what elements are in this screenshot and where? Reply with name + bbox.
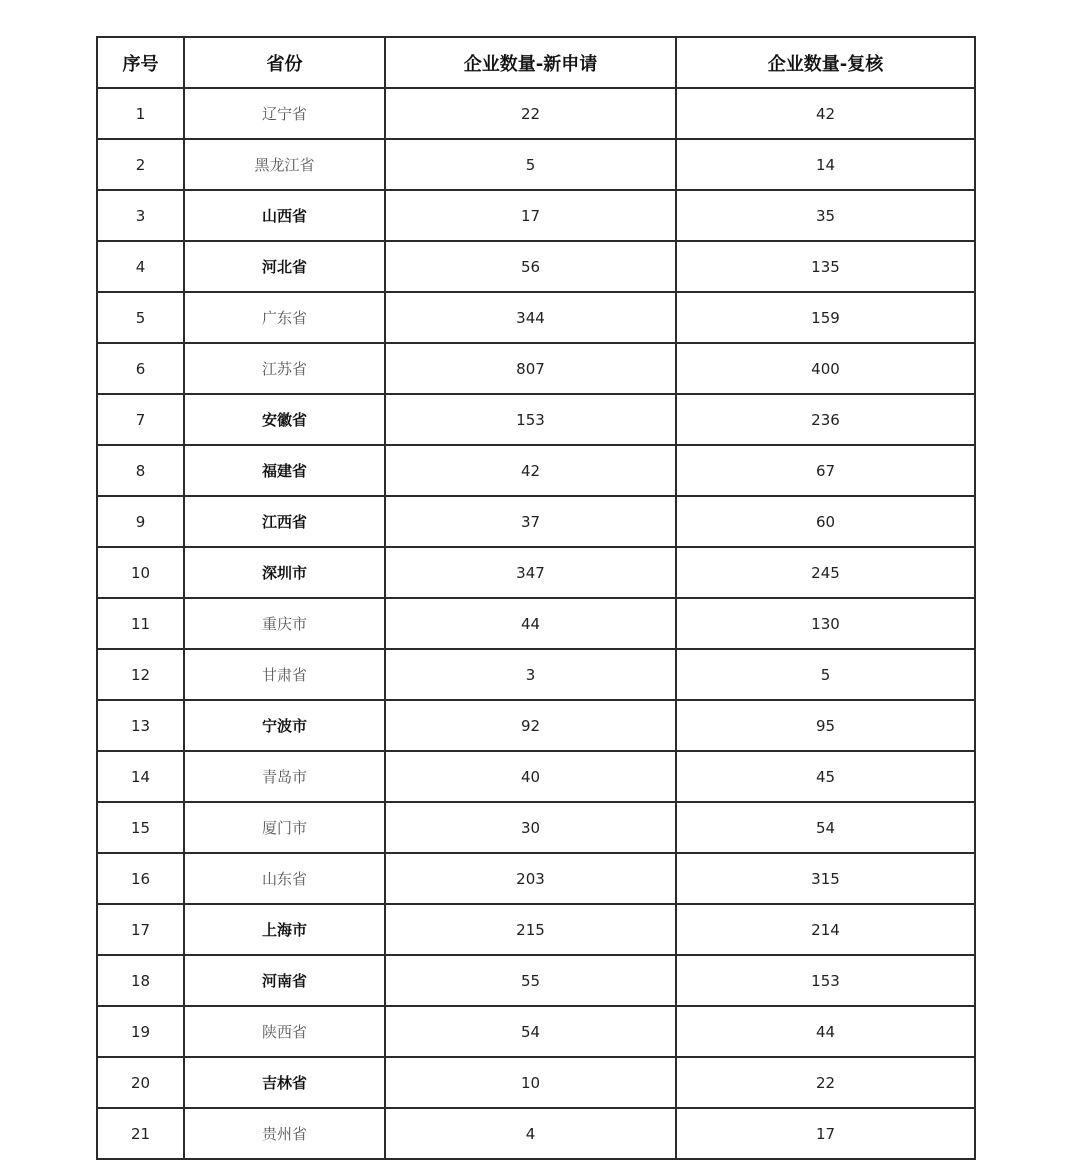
table-row: [97, 139, 975, 190]
review-cell: 45: [676, 751, 975, 802]
review-cell: 35: [676, 190, 975, 241]
row-index-cell: 16: [97, 853, 184, 904]
province-cell: 江苏省: [184, 343, 385, 394]
header-index: 序号: [97, 37, 184, 88]
new-applications-cell: 5: [385, 139, 676, 190]
new-applications-cell: 44: [385, 598, 676, 649]
row-index-cell: 21: [97, 1108, 184, 1159]
province-cell: 甘肃省: [184, 649, 385, 700]
table-row: [97, 751, 975, 802]
review-cell: 22: [676, 1057, 975, 1108]
row-index-cell: 12: [97, 649, 184, 700]
header-new-applications: 企业数量-新申请: [385, 37, 676, 88]
review-cell: 60: [676, 496, 975, 547]
new-applications-cell: 10: [385, 1057, 676, 1108]
review-cell: 130: [676, 598, 975, 649]
review-cell: 67: [676, 445, 975, 496]
new-applications-cell: 30: [385, 802, 676, 853]
new-applications-cell: 807: [385, 343, 676, 394]
row-index-cell: 11: [97, 598, 184, 649]
row-index-cell: 7: [97, 394, 184, 445]
review-cell: 135: [676, 241, 975, 292]
province-cell: 广东省: [184, 292, 385, 343]
review-cell: 95: [676, 700, 975, 751]
review-cell: 236: [676, 394, 975, 445]
review-cell: 214: [676, 904, 975, 955]
province-cell: 河南省: [184, 955, 385, 1006]
row-index-cell: 20: [97, 1057, 184, 1108]
new-applications-cell: 344: [385, 292, 676, 343]
row-index-cell: 17: [97, 904, 184, 955]
province-cell: 黑龙江省: [184, 139, 385, 190]
new-applications-cell: 42: [385, 445, 676, 496]
table-row: [97, 1057, 975, 1108]
row-index-cell: 2: [97, 139, 184, 190]
new-applications-cell: 153: [385, 394, 676, 445]
table-row: [97, 598, 975, 649]
table-row: [97, 802, 975, 853]
province-cell: 安徽省: [184, 394, 385, 445]
new-applications-cell: 37: [385, 496, 676, 547]
table-header-row: [97, 37, 975, 88]
new-applications-cell: 54: [385, 1006, 676, 1057]
table-row: [97, 190, 975, 241]
new-applications-cell: 56: [385, 241, 676, 292]
province-cell: 辽宁省: [184, 88, 385, 139]
new-applications-cell: 4: [385, 1108, 676, 1159]
review-cell: 44: [676, 1006, 975, 1057]
province-cell: 上海市: [184, 904, 385, 955]
table-row: [97, 394, 975, 445]
row-index-cell: 3: [97, 190, 184, 241]
new-applications-cell: 40: [385, 751, 676, 802]
table-row: [97, 88, 975, 139]
row-index-cell: 6: [97, 343, 184, 394]
review-cell: 42: [676, 88, 975, 139]
province-cell: 河北省: [184, 241, 385, 292]
table-row: [97, 853, 975, 904]
new-applications-cell: 55: [385, 955, 676, 1006]
review-cell: 315: [676, 853, 975, 904]
row-index-cell: 15: [97, 802, 184, 853]
province-cell: 陕西省: [184, 1006, 385, 1057]
table-row: [97, 955, 975, 1006]
row-index-cell: 14: [97, 751, 184, 802]
new-applications-cell: 3: [385, 649, 676, 700]
province-cell: 山东省: [184, 853, 385, 904]
province-cell: 青岛市: [184, 751, 385, 802]
province-cell: 重庆市: [184, 598, 385, 649]
new-applications-cell: 215: [385, 904, 676, 955]
row-index-cell: 18: [97, 955, 184, 1006]
table-row: [97, 547, 975, 598]
province-cell: 宁波市: [184, 700, 385, 751]
enterprise-count-table: [96, 36, 976, 1160]
new-applications-cell: 92: [385, 700, 676, 751]
review-cell: 14: [676, 139, 975, 190]
table-row: [97, 904, 975, 955]
row-index-cell: 8: [97, 445, 184, 496]
table-row: [97, 292, 975, 343]
row-index-cell: 19: [97, 1006, 184, 1057]
new-applications-cell: 203: [385, 853, 676, 904]
review-cell: 245: [676, 547, 975, 598]
table-row: [97, 445, 975, 496]
province-cell: 江西省: [184, 496, 385, 547]
review-cell: 153: [676, 955, 975, 1006]
new-applications-cell: 17: [385, 190, 676, 241]
table-row: [97, 1006, 975, 1057]
row-index-cell: 1: [97, 88, 184, 139]
row-index-cell: 9: [97, 496, 184, 547]
table-row: [97, 649, 975, 700]
row-index-cell: 5: [97, 292, 184, 343]
province-cell: 吉林省: [184, 1057, 385, 1108]
row-index-cell: 13: [97, 700, 184, 751]
table-row: [97, 700, 975, 751]
header-review: 企业数量-复核: [676, 37, 975, 88]
table-row: [97, 343, 975, 394]
review-cell: 17: [676, 1108, 975, 1159]
province-cell: 山西省: [184, 190, 385, 241]
review-cell: 54: [676, 802, 975, 853]
row-index-cell: 4: [97, 241, 184, 292]
table-row: [97, 241, 975, 292]
new-applications-cell: 22: [385, 88, 676, 139]
table-row: [97, 496, 975, 547]
row-index-cell: 10: [97, 547, 184, 598]
review-cell: 159: [676, 292, 975, 343]
province-cell: 福建省: [184, 445, 385, 496]
new-applications-cell: 347: [385, 547, 676, 598]
review-cell: 5: [676, 649, 975, 700]
province-cell: 厦门市: [184, 802, 385, 853]
table-row: [97, 1108, 975, 1159]
review-cell: 400: [676, 343, 975, 394]
header-province: 省份: [184, 37, 385, 88]
province-cell: 深圳市: [184, 547, 385, 598]
province-cell: 贵州省: [184, 1108, 385, 1159]
